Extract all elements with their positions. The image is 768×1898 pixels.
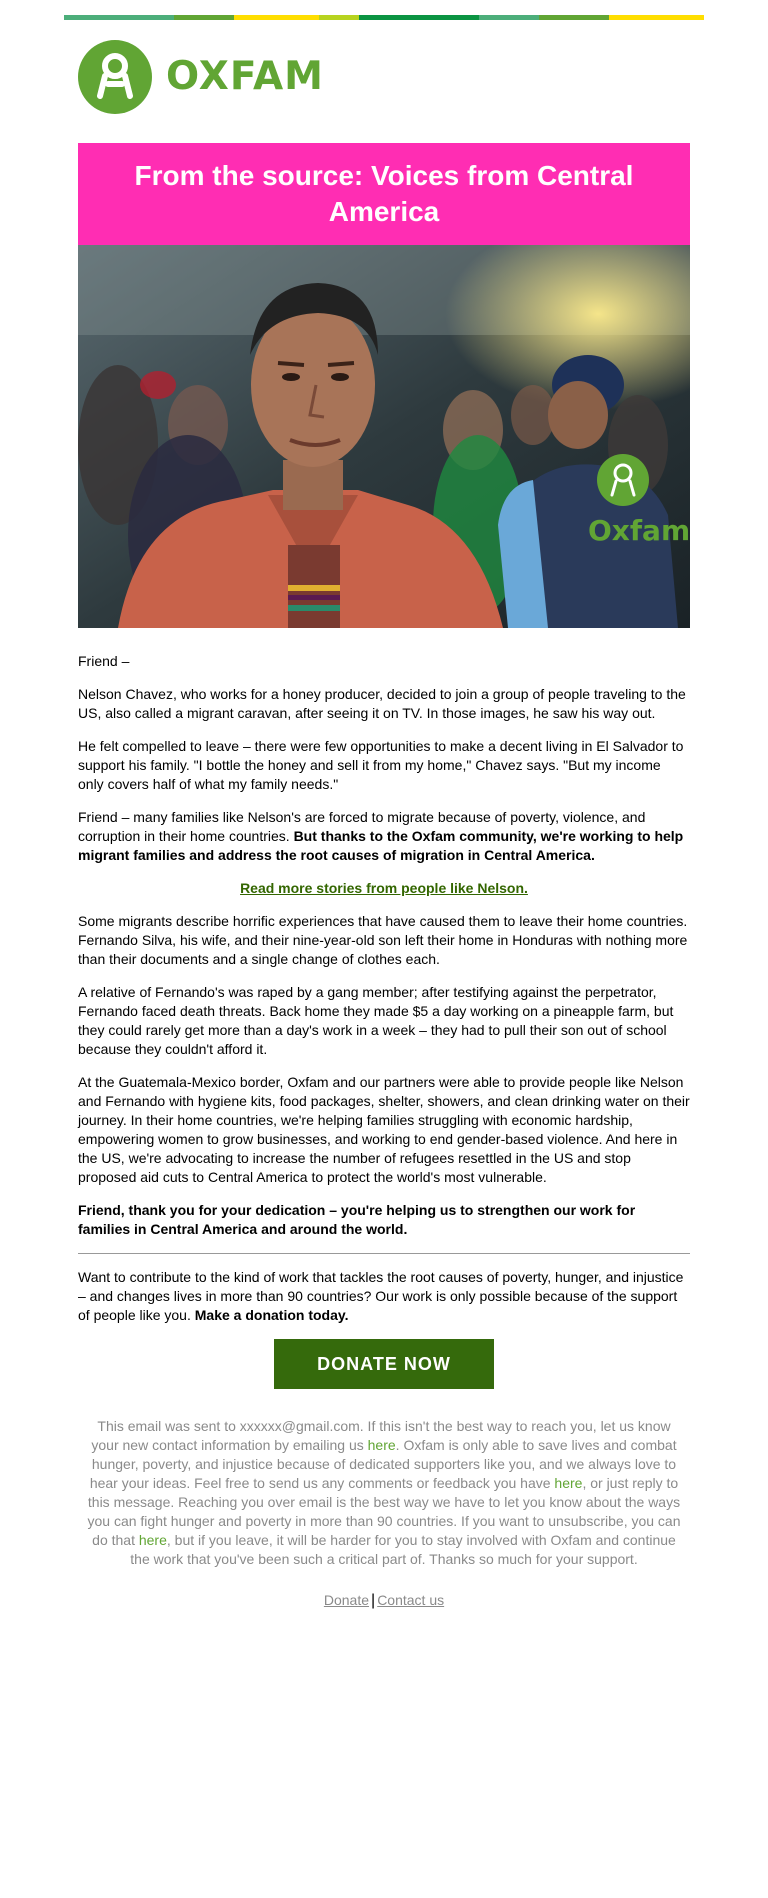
footer-text-3: , or just reply to this message. Reaching you over email is the best way we have to let you know about the ways you can fight hunger and poverty in more than 90 countries. If you want to unsubscribe, you can do that [87, 1475, 681, 1548]
paragraph-8 [78, 1268, 690, 1325]
footer-contact-link[interactable]: Contact us [377, 1592, 445, 1608]
paragraph-1: Nelson Chavez, who works for a honey producer, decided to join a group of people traveling to the US, also called a migrant caravan, after seeing it on TV. In those images, he saw his way out. [78, 686, 686, 721]
greeting: Friend – [78, 653, 130, 669]
oxfam-logo[interactable] [64, 20, 704, 130]
footer-here-link-1[interactable]: here [367, 1437, 396, 1453]
donate-row [78, 1339, 690, 1389]
paragraph-3 [78, 808, 690, 865]
footer-donate-link[interactable]: Donate [323, 1592, 370, 1608]
oxfam-logo-icon [78, 40, 152, 114]
oxfam-logo-wordmark: OXFAM [166, 54, 324, 99]
footer-text-4: , but if you leave, it will be harder for you to stay involved with Oxfam and continue the work that you've been such a critical part of. Thanks so much for your support. [130, 1532, 676, 1567]
paragraph-8-emphasis: Make a donation today. [194, 1307, 349, 1323]
paragraph-3-emphasis: But thanks to the Oxfam community, we're working to help migrant families and address the root causes of migration in Central America. [78, 828, 684, 863]
hero-title: From the source: Voices from Central America [78, 143, 690, 245]
unsubscribe-here-link[interactable]: here [138, 1532, 167, 1548]
footer-separator: | [371, 1592, 376, 1609]
vest-logo-text: Oxfam [588, 514, 690, 547]
footer-here-link-2[interactable]: here [554, 1475, 583, 1491]
paragraph-6: At the Guatemala-Mexico border, Oxfam and our partners were able to provide people like Nelson and Fernando with hygiene kits, food packages, shelter, showers, and clean drinking water on their journey. In their home countries, we're helping families struggling with economic hardship, empowering women to grow businesses, and working to end gender-based violence. And here in the US, we're advocating to increase the number of refugees resettled in the US and stop proposed aid cuts to Central America to protect the world's most vulnerable. [78, 1074, 690, 1185]
paragraph-4: Some migrants describe horrific experiences that have caused them to leave their home countries. Fernando Silva, his wife, and their nine-year-old son left their home in Honduras with nothing more than their documents and a single change of clothes each. [78, 913, 688, 967]
thank-you-text: Friend, thank you for your dedication – you're helping us to strengthen our work for families in Central America and around the world. [78, 1202, 636, 1237]
footer-links [78, 1591, 690, 1610]
footer-text-2: . Oxfam is only able to save lives and combat hunger, poverty, and injustice because of dedicated supporters like you, and we always love to hear your ideas. Feel free to send us any comments or feedback you have [89, 1437, 677, 1491]
paragraph-5: A relative of Fernando's was raped by a gang member; after testifying against the perpetrator, Fernando faced death threats. Back home they made $5 a day working on a pineapple farm, but they could rarely get more than a day's work in a week – they had to pull their son out of school because they couldn't afford it. [78, 984, 674, 1057]
read-more-link[interactable]: Read more stories from people like Nelson. [240, 880, 528, 896]
email-header [64, 15, 704, 130]
paragraph-2: He felt compelled to leave – there were few opportunities to make a decent living in El Salvador to support his family. "I bottle the honey and sell it from my home," Chavez says. "But my income only covers half of what my family needs." [78, 738, 684, 792]
paragraph-3-text: Friend – many families like Nelson's are forced to migrate because of poverty, violence, and corruption in their home countries. [78, 809, 646, 844]
read-more-row [78, 879, 690, 898]
donate-now-button[interactable]: DONATE NOW [274, 1339, 494, 1389]
footer-text [78, 1417, 690, 1569]
paragraph-8-text: Want to contribute to the kind of work that tackles the root causes of poverty, hunger, and injustice – and changes lives in more than 90 countries? Our work is only possible because of the support of people like you. [78, 1269, 684, 1323]
email-body [78, 652, 690, 1610]
hero-photo [78, 245, 690, 628]
divider [78, 1253, 690, 1254]
footer-text-1: This email was sent to xxxxxx@gmail.com. If this isn't the best way to reach you, let us know your new contact information by emailing us [91, 1418, 671, 1453]
paragraph-7 [78, 1201, 690, 1239]
